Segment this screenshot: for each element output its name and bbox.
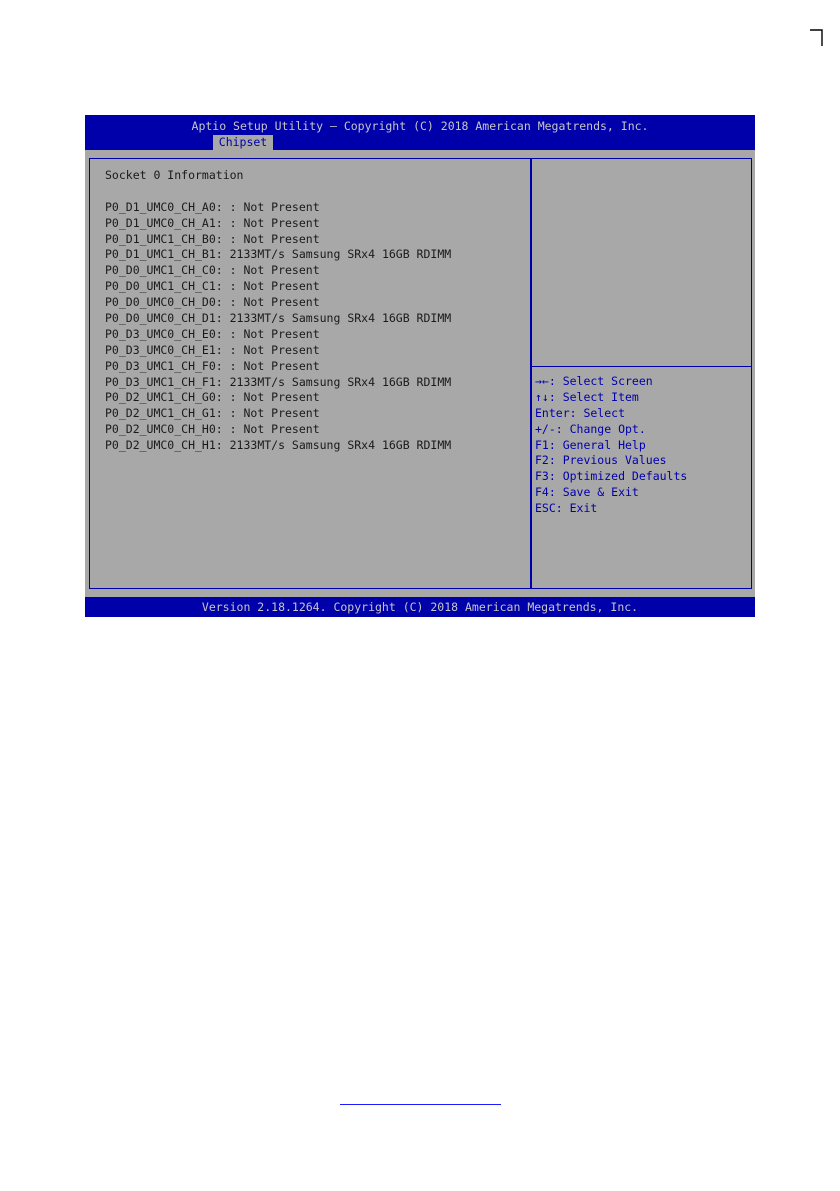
- memory-info-row: P0_D2_UMC1_CH_G1: : Not Present: [105, 406, 320, 421]
- help-panel: [531, 158, 752, 589]
- memory-info-row: P0_D1_UMC1_CH_B1: 2133MT/s Samsung SRx4 16GB RDIMM: [105, 247, 452, 262]
- memory-info-list: [105, 168, 451, 454]
- key-help-item: Enter: Select: [535, 405, 626, 420]
- memory-info-row: P0_D1_UMC1_CH_B0: : Not Present: [105, 231, 320, 246]
- bios-title: Aptio Setup Utility – Copyright (C) 2018 American Megatrends, Inc.: [191, 119, 649, 133]
- memory-info-row: P0_D2_UMC1_CH_G0: : Not Present: [105, 390, 320, 405]
- page-corner-mark: [808, 28, 824, 48]
- key-help-item: F4: Save & Exit: [535, 485, 639, 500]
- memory-info-row: P0_D0_UMC0_CH_D0: : Not Present: [105, 295, 320, 310]
- bios-header-bar: [85, 115, 755, 150]
- memory-info-row: P0_D3_UMC1_CH_F1: 2133MT/s Samsung SRx4 16GB RDIMM: [105, 374, 452, 389]
- main-info-panel: [89, 158, 531, 589]
- memory-info-row: P0_D0_UMC1_CH_C1: : Not Present: [105, 279, 320, 294]
- bios-footer-bar: [85, 597, 755, 617]
- help-divider: [532, 366, 751, 367]
- bios-body: [85, 150, 755, 597]
- key-help-item: F2: Previous Values: [535, 453, 667, 468]
- footer-link-underline[interactable]: [340, 1104, 501, 1105]
- memory-info-row: P0_D3_UMC0_CH_E1: : Not Present: [105, 342, 320, 357]
- key-help-item: ↑↓: Select Item: [535, 389, 639, 404]
- memory-info-row: P0_D2_UMC0_CH_H1: 2133MT/s Samsung SRx4 16GB RDIMM: [105, 438, 452, 453]
- key-help-item: F3: Optimized Defaults: [535, 469, 688, 484]
- memory-info-row: P0_D3_UMC1_CH_F0: : Not Present: [105, 358, 320, 373]
- key-help-list: [535, 374, 687, 517]
- memory-info-row: P0_D2_UMC0_CH_H0: : Not Present: [105, 422, 320, 437]
- bios-version-text: Version 2.18.1264. Copyright (C) 2018 American Megatrends, Inc.: [201, 600, 639, 614]
- memory-info-row: [105, 184, 451, 200]
- key-help-item: +/-: Change Opt.: [535, 421, 646, 436]
- key-help-item: F1: General Help: [535, 437, 646, 452]
- memory-info-row: P0_D1_UMC0_CH_A0: : Not Present: [105, 199, 320, 214]
- tab-chipset[interactable]: Chipset: [213, 135, 273, 150]
- section-heading: Socket 0 Information: [105, 168, 244, 182]
- memory-info-row: P0_D3_UMC0_CH_E0: : Not Present: [105, 326, 320, 341]
- key-help-item: ESC: Exit: [535, 501, 598, 516]
- memory-info-row: P0_D0_UMC0_CH_D1: 2133MT/s Samsung SRx4 16GB RDIMM: [105, 311, 452, 326]
- memory-info-row: P0_D1_UMC0_CH_A1: : Not Present: [105, 215, 320, 230]
- bios-setup-screen: [85, 115, 755, 617]
- memory-info-row: P0_D0_UMC1_CH_C0: : Not Present: [105, 263, 320, 278]
- key-help-item: →←: Select Screen: [535, 374, 653, 388]
